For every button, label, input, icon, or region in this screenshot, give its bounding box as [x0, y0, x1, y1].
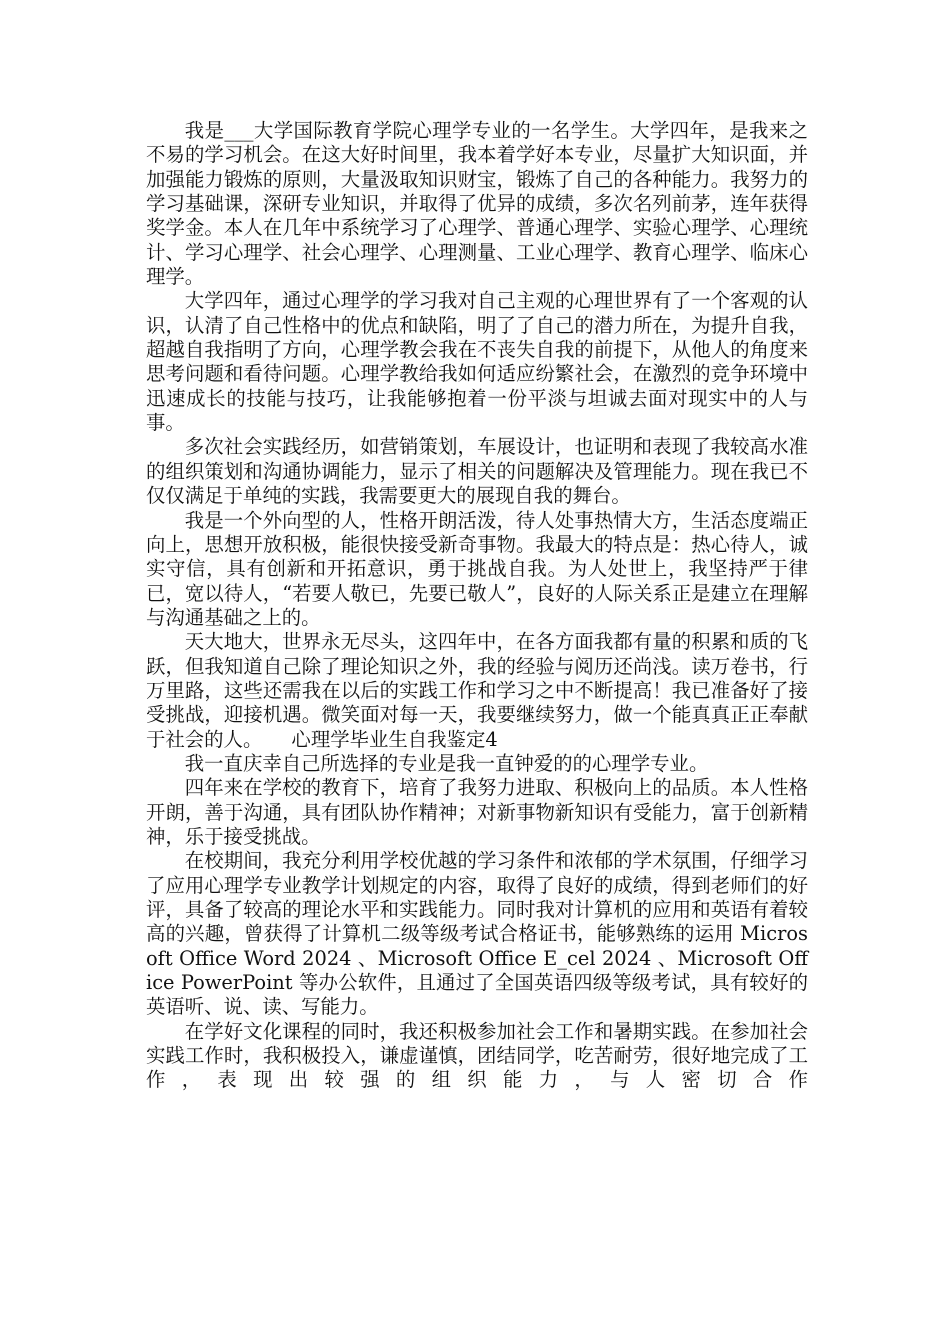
- paragraph-6: 我一直庆幸自己所选择的专业是我一直钟爱的的心理学专业。: [184, 751, 709, 775]
- document-page: [146, 119, 808, 1093]
- paragraph-7: 四年来在学校的教育下，培育了我努力进取、积极向上的品质。本人性格开朗，善于沟通，具有团队协作精神；对新事物新知识有受能力，富于创新精神，乐于接受挑战。: [146, 776, 808, 848]
- paragraph-3: 多次社会实践经历，如营销策划，车展设计，也证明和表现了我较高水准的组织策划和沟通协调能力，显示了相关的问题解决及管理能力。现在我已不仅仅满足于单纯的实践，我需要更大的展现自我的舞台。: [146, 435, 808, 508]
- paragraph-8: 在校期间，我充分利用学校优越的学习条件和浓郁的学术氛围，仔细学习了应用心理学专业教学计划规定的内容，取得了良好的成绩，得到老师们的好评，具备了较高的理论水平和实践能力。同时我对计算机的应用和英语有着较高的兴趣，曾获得了计算机二级等级考试合格证书，能够熟练的运用 Microsoft Office Word 2024 、Microsoft Office E_cel 2024 、Microsoft Office PowerPoint 等办公软件，且通过了全国英语四级等级考试，具有较好的英语听、说、读、写能力。: [146, 849, 808, 1019]
- paragraph-9: 在学好文化课程的同时，我还积极参加社会工作和暑期实践。在参加社会实践工作时，我积极投入，谦虚谨慎，团结同学，吃苦耐劳，很好地完成了工作，表现出较强的组织能力，与人密切合作: [146, 1019, 808, 1092]
- paragraph-5: 天大地大，世界永无尽头，这四年中，在各方面我都有量的积累和质的飞跃，但我知道自己除了理论知识之外，我的经验与阅历还尚浅。读万卷书，行万里路，这些还需我在以后的实践工作和学习之中不断提高！我已准备好了接受挑战，迎接机遇。微笑面对每一天，我要继续努力，做一个能真真正正奉献于社会的人。 心理学毕业生自我鉴定4: [146, 630, 808, 751]
- paragraph-4: 我是一个外向型的人，性格开朗活泼，待人处事热情大方，生活态度端正向上，思想开放积极，能很快接受新奇事物。我最大的特点是：热心待人，诚实守信，具有创新和开拓意识，勇于挑战自我。为人处世上，我坚持严于律已，宽以待人，“若要人敬已，先要已敬人”，良好的人际关系正是建立在理解与沟通基础之上的。: [146, 508, 808, 629]
- paragraph-1: 我是___大学国际教育学院心理学专业的一名学生。大学四年，是我来之不易的学习机会。在这大好时间里，我本着学好本专业，尽量扩大知识面，并加强能力锻炼的原则，大量汲取知识财宝，锻炼了自己的各种能力。我努力的学习基础课，深研专业知识，并取得了优异的成绩，多次名列前茅，连年获得奖学金。本人在几年中系统学习了心理学、普通心理学、实验心理学、心理统计、学习心理学、社会心理学、心理测量、工业心理学、教育心理学、临床心理学。: [146, 119, 808, 289]
- paragraph-2: 大学四年，通过心理学的学习我对自己主观的心理世界有了一个客观的认识，认清了自己性格中的优点和缺陷，明了了自己的潜力所在，为提升自我，超越自我指明了方向，心理学教会我在不丧失自我的前提下，从他人的角度来思考问题和看待问题。心理学教给我如何适应纷繁社会，在激烈的竞争环境中迅速成长的技能与技巧，让我能够抱着一份平淡与坦诚去面对现实中的人与事。: [146, 289, 808, 435]
